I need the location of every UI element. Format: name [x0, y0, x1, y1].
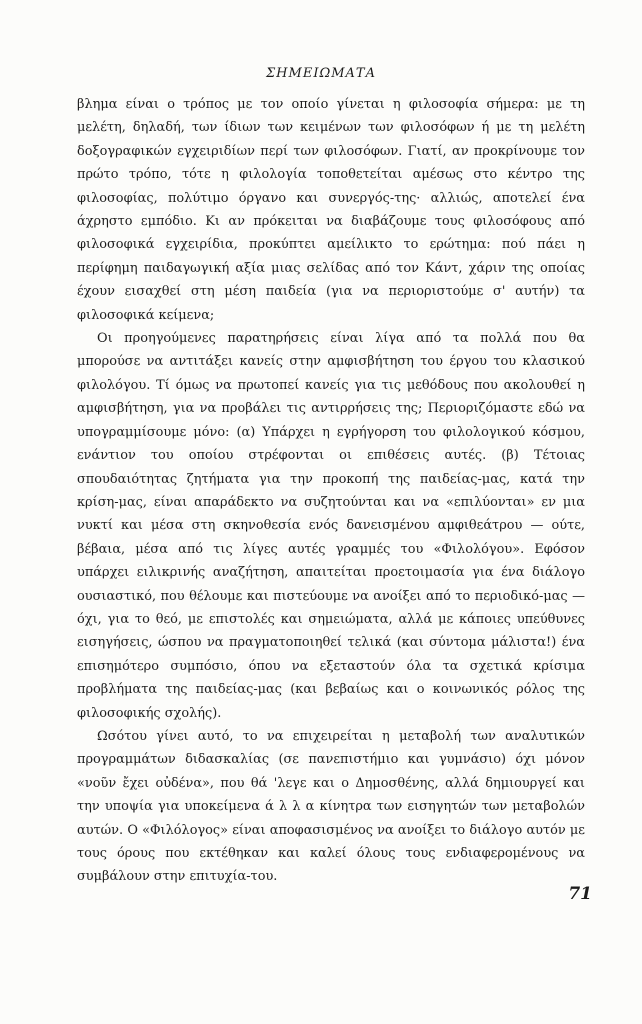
paragraph-continued: βλημα είναι ο τρόπος με τον οποίο γίνεται η φιλοσοφία σήμερα: με τη μελέτη, δηλαδή, των ίδιων των κειμένων των φιλοσόφων ή με τη μελέτη δοξογραφικών εγχειριδίων περί των φιλοσόφων. Γιατί, αν προκρίνουμε τον πρώτο τρόπο, τότε η φιλολογία τοποθετείται αμέσως στο κέντρο της φιλοσοφίας, πολύτιμο όργανο και συνεργός-της· αλλιώς, αποτελεί ένα άχρηστο εμπόδιο. Κι αν πρόκειται να διαβάζουμε τους φιλοσόφους από φιλοσοφικά εγχειρίδια, προκύπτει αμείλικτο το ερώτημα: πού πάει η περίφημη παιδαγωγική αξία μιας σελίδας από τον Κάντ, χάριν της οποίας έχουν εισαχθεί στη μέση παιδεία (για να περιοριστούμε σ' αυτήν) τα φιλοσοφικά κείμενα;	[77, 97, 585, 323]
running-title: ΣΗΜΕΙΩΜΑΤΑ	[265, 66, 376, 81]
paragraph: Οι προηγούμενες παρατηρήσεις είναι λίγα από τα πολλά που θα μπορούσε να αντιτάξει κανείς στην αμφισβήτηση του έργου του κλασικού φιλολόγου. Τί όμως να πρωτοπεί κανείς για τις μεθόδους που ακολουθεί η αμφισβήτηση, για να προβάλει τις αντιρρήσεις της; Περιοριζόμαστε εδώ να υπογραμμίσουμε μόνο: (α) Υπάρχει η εγρήγορση του φιλολογικού κόσμου, ενάντιον του οποίου στρέφονται οι επιθέσεις αυτές. (β) Τέτοιας σπουδαιότητας ζητήματα για την προκοπή της παιδείας-μας, κατά την κρίση-μας, είναι απαράδεκτο να συζητούνται και να «επιλύονται» εν μια νυκτί και μέσα στη σκηνοθεσία ενός δανεισμένου αμφιθεάτρου — ούτε, βέβαια, μέσα από τις λίγες αυτές γραμμές του «Φιλολόγου». Εφόσον υπάρχει ειλικρινής αναζήτηση, απαιτείται προετοιμασία για ένα διάλογο ουσιαστικό, που θέλουμε και πιστεύουμε να ανοίξει από το περιοδικό-μας — όχι, για το θεό, με επιστολές και σημειώματα, αλλά με κάποιες υπεύθυνες εισηγήσεις, ώσπου να πραγματοποιηθεί τελικά (και σύντομα μάλιστα!) ένα επισημότερο συμπόσιο, όπου να εξεταστούν όλα τα σχετικά κρίσιμα προβλήματα της παιδείας-μας (και βεβαίως και ο κοινωνικός ρόλος της φιλοσοφικής σχολής).	[77, 331, 585, 721]
page-number: 71	[568, 884, 592, 904]
paragraph: Ωσότου γίνει αυτό, το να επιχειρείται η μεταβολή των αναλυτικών προγραμμάτων διδασκαλίας (σε πανεπιστήμιο και γυμνάσιο) όχι μόνον «νοῦν ἔχει οὐδένα», που θά 'λεγε και ο Δημοσθένης, αλλά δημιουργεί και την υποψία για υποκείμενα ά λ λ α κίνητρα των εισηγητών των μεταβολών αυτών. Ο «Φιλόλογος» είναι αποφασισμένος να ανοίξει το διάλογο αυτόν με τους όρους που εκτέθηκαν και καλεί όλους τους ενδιαφερομένους να συμβάλουν στην επιτυχία-του.	[77, 728, 585, 885]
body-text	[77, 93, 585, 889]
